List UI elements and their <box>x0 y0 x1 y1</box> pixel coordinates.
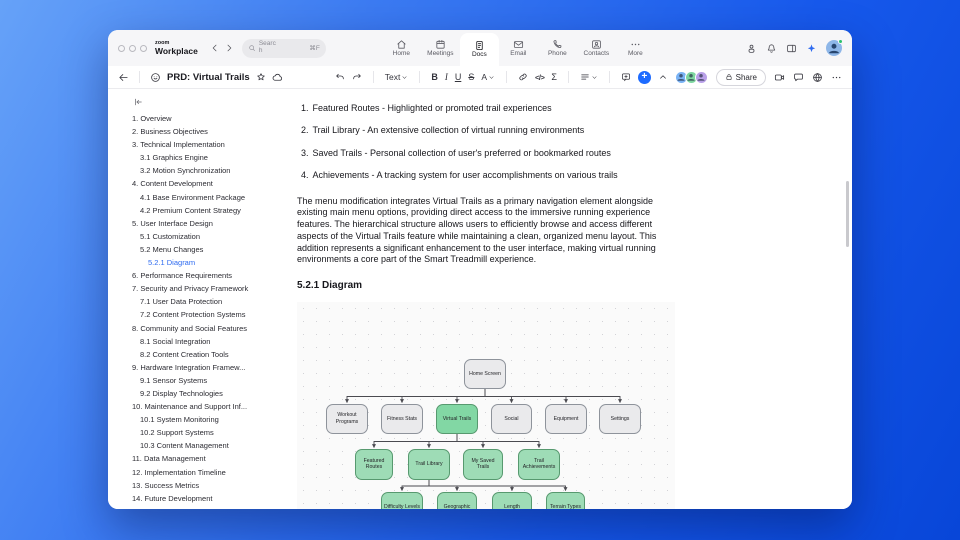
bell-icon[interactable] <box>766 43 777 54</box>
toc-item[interactable]: 8.1 Social Integration <box>140 336 211 346</box>
collaborator-avatar-3[interactable] <box>695 71 708 84</box>
toc-item[interactable]: 12. Implementation Timeline <box>132 467 226 477</box>
list-item: 4. Achievements - A tracking system for user accomplishments on various trails <box>301 169 618 180</box>
main-nav <box>382 30 655 66</box>
status-dot <box>838 39 843 44</box>
toc-item[interactable]: 7. Security and Privacy Framework <box>132 284 249 294</box>
diagram-node-saved[interactable]: My Saved Trails <box>463 449 503 480</box>
lock-icon <box>725 73 733 81</box>
toc-item[interactable]: 7.1 User Data Protection <box>140 297 223 307</box>
user-avatar[interactable] <box>826 40 842 56</box>
undo-button[interactable] <box>335 72 345 82</box>
search-shortcut: ⌘F <box>309 45 320 52</box>
share-button[interactable]: Share <box>716 69 766 86</box>
divider <box>568 71 569 83</box>
toc-item[interactable]: 7.2 Content Protection Systems <box>140 310 246 320</box>
toc-item[interactable]: 4.1 Base Environment Package <box>140 192 246 202</box>
video-icon[interactable] <box>774 72 785 83</box>
insert-link-button[interactable] <box>518 72 528 82</box>
toc-item[interactable]: 10. Maintenance and Support Inf... <box>132 402 248 412</box>
divider <box>609 71 610 83</box>
diagram-node-social[interactable]: Social <box>491 404 532 434</box>
contacts-icon <box>591 39 602 50</box>
diagram-node-home[interactable]: Home Screen <box>464 359 506 389</box>
flowchart-diagram[interactable] <box>297 302 675 509</box>
nav-item-home[interactable]: Home <box>382 30 421 66</box>
star-favorite-button[interactable] <box>256 72 266 82</box>
diagram-node-fitness[interactable]: Fitness Stats <box>381 404 423 434</box>
toc-sidebar <box>108 89 280 509</box>
toc-item[interactable]: 4. Content Development <box>132 179 213 189</box>
doc-icon <box>474 40 485 51</box>
titlebar-right-icons <box>746 40 842 56</box>
more-dots-icon <box>630 39 641 50</box>
doc-emoji-icon[interactable] <box>150 72 161 83</box>
toc-item[interactable]: 9. Hardware Integration Framew... <box>132 362 246 372</box>
toc-item[interactable]: 5.1 Customization <box>140 231 201 241</box>
profile-icon[interactable] <box>746 43 757 54</box>
window-controls[interactable] <box>118 45 147 52</box>
panel-icon[interactable] <box>786 43 797 54</box>
chat-icon[interactable] <box>793 72 804 83</box>
doc-toolbar <box>108 66 852 89</box>
toc-item[interactable]: 5.2 Menu Changes <box>140 244 204 254</box>
toc-item[interactable]: 8. Community and Social Features <box>132 323 248 333</box>
strikethrough-button[interactable]: S <box>468 72 475 82</box>
underline-button[interactable]: U <box>454 72 462 82</box>
diagram-node-geographic[interactable]: Geographic <box>437 492 477 509</box>
doc-toolbar-right <box>675 69 842 86</box>
doc-main <box>280 89 852 509</box>
diagram-heading: 5.2.1 Diagram <box>297 279 363 291</box>
list-item: 1. Featured Routes - Highlighted or promoted trail experiences <box>301 103 552 113</box>
list-format-dropdown[interactable] <box>580 72 598 82</box>
nav-item-docs[interactable]: Docs <box>460 33 499 66</box>
scrollbar[interactable] <box>846 181 849 247</box>
divider <box>506 71 507 83</box>
doc-toolbar-left <box>118 71 283 83</box>
nav-item-meetings[interactable]: Meetings <box>421 30 460 66</box>
toc-item[interactable]: 8.2 Content Creation Tools <box>140 349 229 359</box>
toc-item[interactable]: 6. Performance Requirements <box>132 271 233 281</box>
titlebar <box>108 30 852 66</box>
bold-button[interactable]: B <box>431 72 438 82</box>
nav-item-contacts[interactable]: Contacts <box>577 30 616 66</box>
toc-item[interactable]: 2. Business Objectives <box>132 127 208 137</box>
more-options-button[interactable] <box>831 72 842 83</box>
close-window-icon[interactable] <box>118 45 125 52</box>
toc-item[interactable]: 14. Future Development <box>132 493 213 503</box>
diagram-node-difficulty[interactable]: Difficulty Levels <box>381 492 423 509</box>
back-button[interactable] <box>118 72 129 83</box>
code-button[interactable]: </> <box>535 72 545 82</box>
cloud-saved-icon <box>272 72 283 83</box>
content-area <box>108 89 852 509</box>
doc-body[interactable] <box>297 103 675 509</box>
insert-plus-button[interactable]: + <box>638 71 651 84</box>
zoom-workplace-window <box>108 30 852 509</box>
minimize-window-icon[interactable] <box>129 45 136 52</box>
divider <box>373 71 374 83</box>
nav-item-email[interactable]: Email <box>499 30 538 66</box>
toc-item[interactable]: 9.1 Sensor Systems <box>140 375 208 385</box>
collapse-sidebar-icon[interactable] <box>133 97 280 107</box>
text-style-dropdown[interactable]: Text <box>385 72 409 82</box>
diagram-node-library[interactable]: Trail Library <box>408 449 450 480</box>
doc-paragraph: The menu modification integrates Virtual Trails as a primary navigation element alongside existing main menu options, providing direct access to the immersive running experience features. The hierarchical structure allows users to efficiently browse and access different aspects of the Virtual Trails feature while maintaining a clean, organized menu layout. This addition represents a significant enhancement to the user interface, making virtual running environments a core part of the Smart Treadmill experience. <box>297 195 657 265</box>
diagram-node-equipment[interactable]: Equipment <box>545 404 587 434</box>
mail-icon <box>513 39 524 50</box>
formatting-tools <box>335 71 668 84</box>
diagram-node-virtual[interactable]: Virtual Trails <box>436 404 478 434</box>
toc-item[interactable]: 10.1 System Monitoring <box>140 415 219 425</box>
diagram-node-length[interactable]: Length <box>492 492 532 509</box>
search-icon <box>248 44 256 52</box>
diagram-node-terrain[interactable]: Terrain Types <box>546 492 585 509</box>
collaborator-avatars[interactable] <box>675 71 708 84</box>
diagram-node-workout[interactable]: Workout Programs <box>326 404 368 434</box>
toc-item[interactable]: 3. Technical Implementation <box>132 140 225 150</box>
divider <box>419 71 420 83</box>
diagram-node-settings[interactable]: Settings <box>599 404 641 434</box>
maximize-window-icon[interactable] <box>140 45 147 52</box>
diagram-node-featured[interactable]: Featured Routes <box>355 449 393 480</box>
italic-button[interactable]: I <box>444 72 448 82</box>
home-icon <box>396 39 407 50</box>
redo-button[interactable] <box>352 72 362 82</box>
toc-item[interactable]: 5.2.1 Diagram <box>148 258 196 268</box>
toc-item[interactable]: 4.2 Premium Content Strategy <box>140 205 241 215</box>
toc-item[interactable]: 3.2 Motion Synchronization <box>140 166 231 176</box>
comment-button[interactable] <box>621 72 631 82</box>
nav-item-more[interactable]: More <box>616 30 655 66</box>
toc-item[interactable]: 1. Overview <box>132 114 172 123</box>
collapse-toolbar-button[interactable] <box>658 72 668 82</box>
zoom-workplace-logo: zoom Workplace <box>155 40 198 56</box>
toc-item[interactable]: 9.2 Display Technologies <box>140 388 223 398</box>
numbered-list <box>297 103 675 181</box>
toc-item[interactable]: 13. Success Metrics <box>132 480 200 490</box>
calendar-icon <box>435 39 446 50</box>
toc-item[interactable]: 11. Data Management <box>132 454 206 464</box>
toc-item[interactable]: 5. User Interface Design <box>132 218 213 228</box>
search-placeholder: Search <box>258 40 276 54</box>
list-item: 3. Saved Trails - Personal collection of user's preferred or bookmarked routes <box>301 147 611 158</box>
toc-list <box>132 112 280 505</box>
doc-title: PRD: Virtual Trails <box>167 71 250 83</box>
equation-button[interactable]: Σ <box>551 72 557 82</box>
globe-icon[interactable] <box>812 72 823 83</box>
nav-item-phone[interactable]: Phone <box>538 30 577 66</box>
toc-item[interactable]: 3.1 Graphics Engine <box>140 153 208 163</box>
sparkle-icon[interactable] <box>806 43 817 54</box>
toc-item[interactable]: 10.2 Support Systems <box>140 428 214 438</box>
history-back-button[interactable] <box>210 43 220 53</box>
toc-item[interactable]: 10.3 Content Management <box>140 441 229 451</box>
search-input[interactable] <box>242 39 326 58</box>
list-item: 2. Trail Library - An extensive collection of virtual running environments <box>301 125 585 136</box>
diagram-node-achieve[interactable]: Trail Achievements <box>518 449 560 480</box>
phone-icon <box>552 39 563 50</box>
divider <box>139 71 140 83</box>
text-color-dropdown[interactable]: A <box>481 72 495 82</box>
history-forward-button[interactable] <box>224 43 234 53</box>
